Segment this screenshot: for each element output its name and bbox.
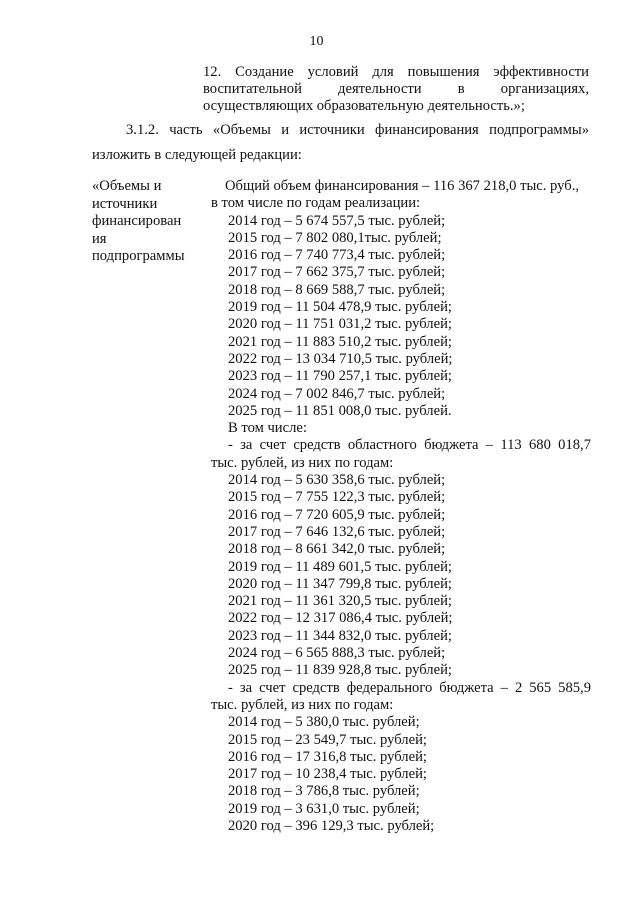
federal-year-item: 2016 год – 17 316,8 тыс. рублей; (228, 748, 427, 765)
item-12-line: осуществляющих образовательную деятельность.»; (203, 98, 525, 114)
section-label-line: «Объемы и (92, 178, 162, 194)
total-financing-line: Общий объем финансирования – 116 367 218,0 тыс. руб., (225, 178, 579, 194)
total-year-item: 2015 год – 7 802 080,1тыс. рублей; (228, 229, 442, 246)
section-label-line: ия (92, 230, 107, 247)
regional-years-list (211, 472, 591, 680)
total-year-item: 2018 год – 8 669 588,7 тыс. рублей; (228, 281, 446, 298)
regional-year-item: 2017 год – 7 646 132,6 тыс. рублей; (228, 523, 446, 540)
regional-year-item: 2025 год – 11 839 928,8 тыс. рублей; (228, 662, 452, 679)
regional-year-item: 2019 год – 11 489 601,5 тыс. рублей; (228, 558, 452, 575)
section-label-line: подпрограммы (92, 248, 185, 264)
federal-budget-subline: тыс. рублей, из них по годам: (211, 696, 394, 713)
federal-years-list (211, 714, 591, 835)
federal-year-item: 2015 год – 23 549,7 тыс. рублей; (228, 731, 427, 748)
page-number: 10 (309, 34, 324, 49)
regional-year-item: 2021 год – 11 361 320,5 тыс. рублей; (228, 593, 452, 610)
total-year-item: 2021 год – 11 883 510,2 тыс. рублей; (228, 333, 452, 350)
section-label (92, 178, 202, 266)
regional-year-item: 2023 год – 11 344 832,0 тыс. рублей; (228, 627, 452, 644)
instruction-line: изложить в следующей редакции: (92, 147, 302, 163)
total-financing-subline: в том числе по годам реализации: (211, 195, 421, 212)
regional-budget-subline: тыс. рублей, из них по годам: (211, 454, 394, 471)
total-year-item: 2020 год – 11 751 031,2 тыс. рублей; (228, 316, 452, 333)
regional-year-item: 2018 год – 8 661 342,0 тыс. рублей; (228, 541, 446, 558)
federal-year-item: 2020 год – 396 129,3 тыс. рублей; (228, 817, 435, 834)
regional-year-item: 2014 год – 5 630 358,6 тыс. рублей; (228, 472, 446, 489)
total-year-item: 2022 год – 13 034 710,5 тыс. рублей; (228, 350, 453, 367)
section-label-line: источники (92, 195, 158, 212)
total-year-item: 2016 год – 7 740 773,4 тыс. рублей; (228, 247, 446, 264)
federal-budget-line: - за счет средств федерального бюджета – 2 565 585,9 (228, 679, 591, 696)
item-12-line: 12. Создание условий для повышения эффективности (203, 64, 589, 80)
item-3-1-2-line: 3.1.2. часть «Объемы и источники финансирования подпрограммы» (126, 122, 589, 138)
in-that-number-heading: В том числе: (228, 420, 307, 437)
regional-budget-line: - за счет средств областного бюджета – 113 680 018,7 (228, 437, 591, 454)
total-year-item: 2017 год – 7 662 375,7 тыс. рублей; (228, 264, 446, 281)
regional-year-item: 2024 год – 6 565 888,3 тыс. рублей; (228, 645, 446, 662)
federal-year-item: 2014 год – 5 380,0 тыс. рублей; (228, 714, 420, 731)
total-years-list (211, 213, 591, 421)
regional-year-item: 2016 год – 7 720 605,9 тыс. рублей; (228, 506, 446, 523)
federal-year-item: 2019 год – 3 631,0 тыс. рублей; (228, 800, 420, 817)
total-year-item: 2023 год – 11 790 257,1 тыс. рублей; (228, 368, 452, 385)
total-year-item: 2024 год – 7 002 846,7 тыс. рублей; (228, 385, 446, 402)
item-12-paragraph (203, 64, 589, 115)
total-year-item: 2019 год – 11 504 478,9 тыс. рублей; (228, 299, 452, 316)
section-label-line: финансирован (92, 213, 182, 229)
regional-year-item: 2015 год – 7 755 122,3 тыс. рублей; (228, 489, 446, 506)
regional-year-item: 2020 год – 11 347 799,8 тыс. рублей; (228, 575, 452, 592)
federal-year-item: 2017 год – 10 238,4 тыс. рублей; (228, 766, 427, 783)
financing-content (211, 178, 591, 835)
item-12-line: воспитательной деятельности в организациях, (203, 81, 589, 97)
federal-year-item: 2018 год – 3 786,8 тыс. рублей; (228, 783, 420, 800)
total-year-item: 2014 год – 5 674 557,5 тыс. рублей; (228, 212, 446, 229)
total-year-item: 2025 год – 11 851 008,0 тыс. рублей. (228, 402, 452, 419)
regional-year-item: 2022 год – 12 317 086,4 тыс. рублей; (228, 610, 453, 627)
